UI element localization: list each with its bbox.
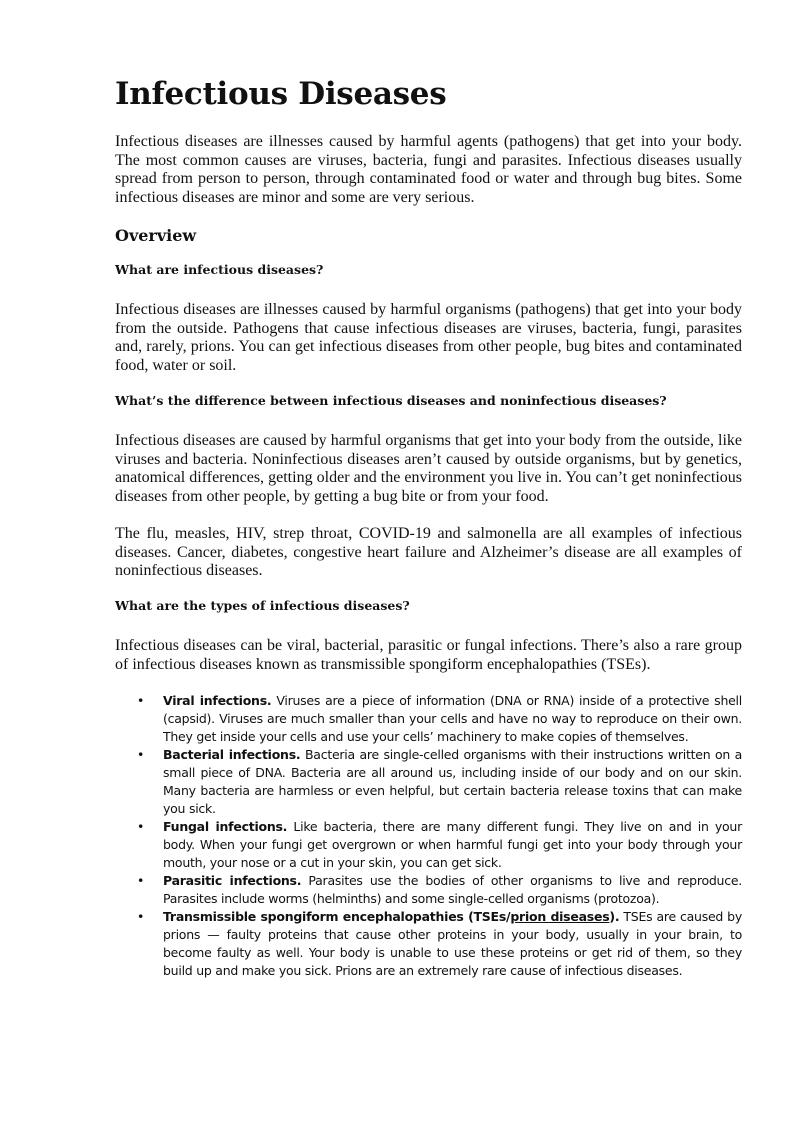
q2-paragraph-1: Infectious diseases are caused by harmful organisms that get into your body from the outside, like viruses and bacteria. Noninfectious diseases aren’t caused by outside organisms, but by genetics, anatomical differences, getting older and the environment you live in. You can’t get noninfectious diseases from other people, by getting a bug bite or from your food. (115, 432, 742, 505)
item-label-end: ). (609, 909, 620, 924)
overview-heading: Overview (115, 226, 197, 245)
q2-paragraph-2: The flu, measles, HIV, strep throat, COVID-19 and salmonella are all examples of infectious diseases. Cancer, diabetes, congestive heart failure and Alzheimer’s disease are all examples of noninfectious diseases. (115, 525, 742, 579)
infection-types-list (115, 692, 742, 980)
item-text: Bacteria are single-celled organisms with their instructions written on a small piece of DNA. Bacteria are all around us, including inside of our body and on our skin. Many bacteria are harmless or even helpful, but certain bacteria release toxins that can make you sick. (163, 747, 742, 816)
q1-heading: What are infectious diseases? (115, 262, 324, 277)
bullet-icon: • (137, 693, 145, 708)
q2-heading: What’s the difference between infectious diseases and noninfectious diseases? (115, 393, 667, 408)
q3-paragraph: Infectious diseases can be viral, bacterial, parasitic or fungal infections. There’s also a rare group of infectious diseases known as transmissible spongiform encephalopathies (TSEs). (115, 637, 742, 673)
intro-paragraph: Infectious diseases are illnesses caused by harmful agents (pathogens) that get into your body. The most common causes are viruses, bacteria, fungi and parasites. Infectious diseases usually spread from person to person, through contaminated food or water and through bug bites. Some infectious diseases are minor and some are very serious. (115, 133, 742, 206)
bullet-icon: • (137, 909, 145, 924)
item-text: Viruses are a piece of information (DNA or RNA) inside of a protective shell (capsid). Viruses are much smaller than your cells and have no way to reproduce on their own. They get inside your cells and use your cells’ machinery to make copies of themselves. (163, 693, 742, 744)
page-title: Infectious Diseases (115, 76, 447, 112)
bullet-icon: • (137, 819, 145, 834)
q1-paragraph: Infectious diseases are illnesses caused by harmful organisms (pathogens) that get into your body from the outside. Pathogens that cause infectious diseases are viruses, bacteria, fungi, parasites and, rarely, prions. You can get infectious diseases from other people, bug bites and contaminated food, water or soil. (115, 301, 742, 374)
list-item-viral (115, 692, 742, 746)
item-label: Fungal infections. (163, 819, 288, 834)
list-item-parasitic (115, 872, 742, 908)
item-label: Bacterial infections. (163, 747, 301, 762)
item-label (163, 909, 619, 924)
prion-diseases-link[interactable]: prion diseases (510, 909, 610, 924)
item-label: Viral infections. (163, 693, 272, 708)
q3-heading: What are the types of infectious diseases? (115, 598, 410, 613)
item-text: TSEs are caused by prions — faulty proteins that cause other proteins in your body, usually in your brain, to become faulty as well. Your body is unable to use these proteins or get rid of them, so they build up and make you sick. Prions are an extremely rare cause of infectious diseases. (163, 909, 742, 978)
list-item-fungal (115, 818, 742, 872)
item-text: Parasites use the bodies of other organisms to live and reproduce. Parasites include worms (helminths) and some single-celled organisms (protozoa). (163, 873, 742, 906)
item-label: Parasitic infections. (163, 873, 302, 888)
bullet-icon: • (137, 873, 145, 888)
item-label-start: Transmissible spongiform encephalopathies (TSEs/ (163, 909, 511, 924)
item-text: Like bacteria, there are many different fungi. They live on and in your body. When your fungi get overgrown or when harmful fungi get into your body through your mouth, your nose or a cut in your skin, you can get sick. (163, 819, 742, 870)
list-item-tse (115, 908, 742, 980)
bullet-icon: • (137, 747, 145, 762)
list-item-bacterial (115, 746, 742, 818)
